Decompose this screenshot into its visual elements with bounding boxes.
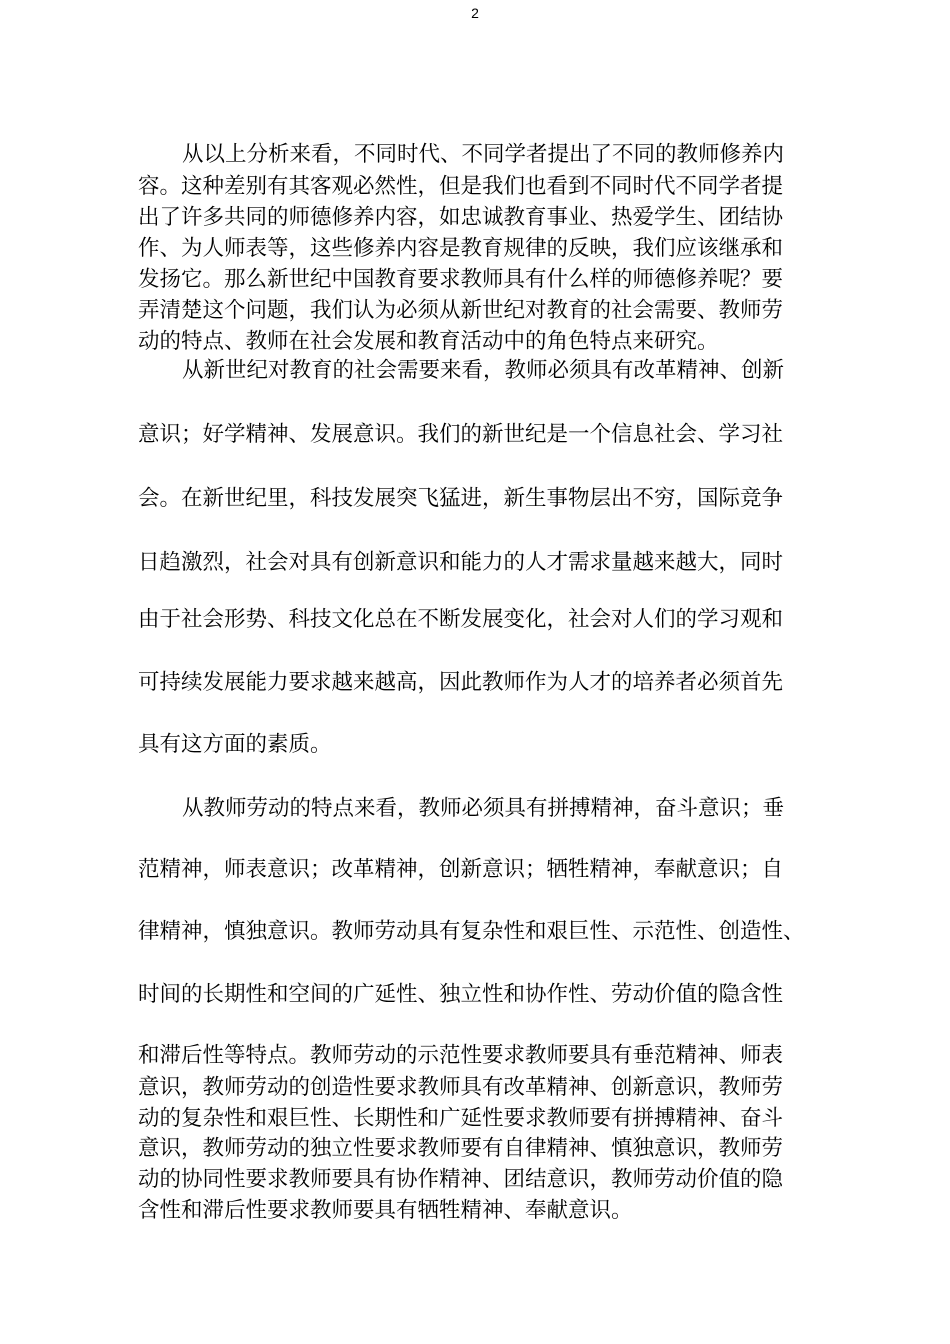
text-line: 律精神，慎独意识。教师劳动具有复杂性和艰巨性、示范性、创造性、 (138, 919, 805, 944)
page-number: 2 (471, 5, 479, 21)
text-line: 由于社会形势、科技文化总在不断发展变化，社会对人们的学习观和 (138, 607, 784, 632)
text-line: 动的特点、教师在社会发展和教育活动中的角色特点来研究。 (138, 329, 719, 354)
text-line: 时间的长期性和空间的广延性、独立性和协作性、劳动价值的隐含性 (138, 982, 784, 1007)
text-line: 动的协同性要求教师要具有协作精神、团结意识，教师劳动价值的隐 (138, 1167, 784, 1192)
text-line: 具有这方面的素质。 (138, 732, 332, 757)
text-line: 动的复杂性和艰巨性、长期性和广延性要求教师要有拼搏精神、奋斗 (138, 1106, 784, 1131)
text-line: 含性和滞后性要求教师要具有牺牲精神、奉献意识。 (138, 1198, 633, 1223)
text-line: 和滞后性等特点。教师劳动的示范性要求教师要具有垂范精神、师表 (138, 1043, 784, 1068)
text-line: 范精神，师表意识；改革精神，创新意识；牺牲精神，奉献意识；自 (138, 857, 784, 882)
text-line: 从教师劳动的特点来看，教师必须具有拼搏精神，奋斗意识；垂 (182, 796, 785, 821)
text-line: 发扬它。那么新世纪中国教育要求教师具有什么样的师德修养呢？要 (138, 267, 784, 292)
text-line: 意识，教师劳动的独立性要求教师要有自律精神、慎独意识，教师劳 (138, 1136, 784, 1161)
text-line: 日趋激烈，社会对具有创新意识和能力的人才需求量越来越大，同时 (138, 550, 784, 575)
text-line: 会。在新世纪里，科技发展突飞猛进，新生事物层出不穷，国际竞争 (138, 486, 784, 511)
text-line: 从以上分析来看，不同时代、不同学者提出了不同的教师修养内 (182, 142, 785, 167)
text-line: 作、为人师表等，这些修养内容是教育规律的反映，我们应该继承和 (138, 236, 784, 261)
text-line: 从新世纪对教育的社会需要来看，教师必须具有改革精神、创新 (182, 358, 785, 383)
text-line: 意识，教师劳动的创造性要求教师具有改革精神、创新意识，教师劳 (138, 1075, 784, 1100)
text-line: 弄清楚这个问题，我们认为必须从新世纪对教育的社会需要、教师劳 (138, 298, 784, 323)
text-line: 意识；好学精神、发展意识。我们的新世纪是一个信息社会、学习社 (138, 422, 784, 447)
text-line: 出了许多共同的师德修养内容，如忠诚教育事业、热爱学生、团结协 (138, 205, 784, 230)
text-line: 可持续发展能力要求越来越高，因此教师作为人才的培养者必须首先 (138, 670, 784, 695)
text-line: 容。这种差别有其客观必然性，但是我们也看到不同时代不同学者提 (138, 174, 784, 199)
